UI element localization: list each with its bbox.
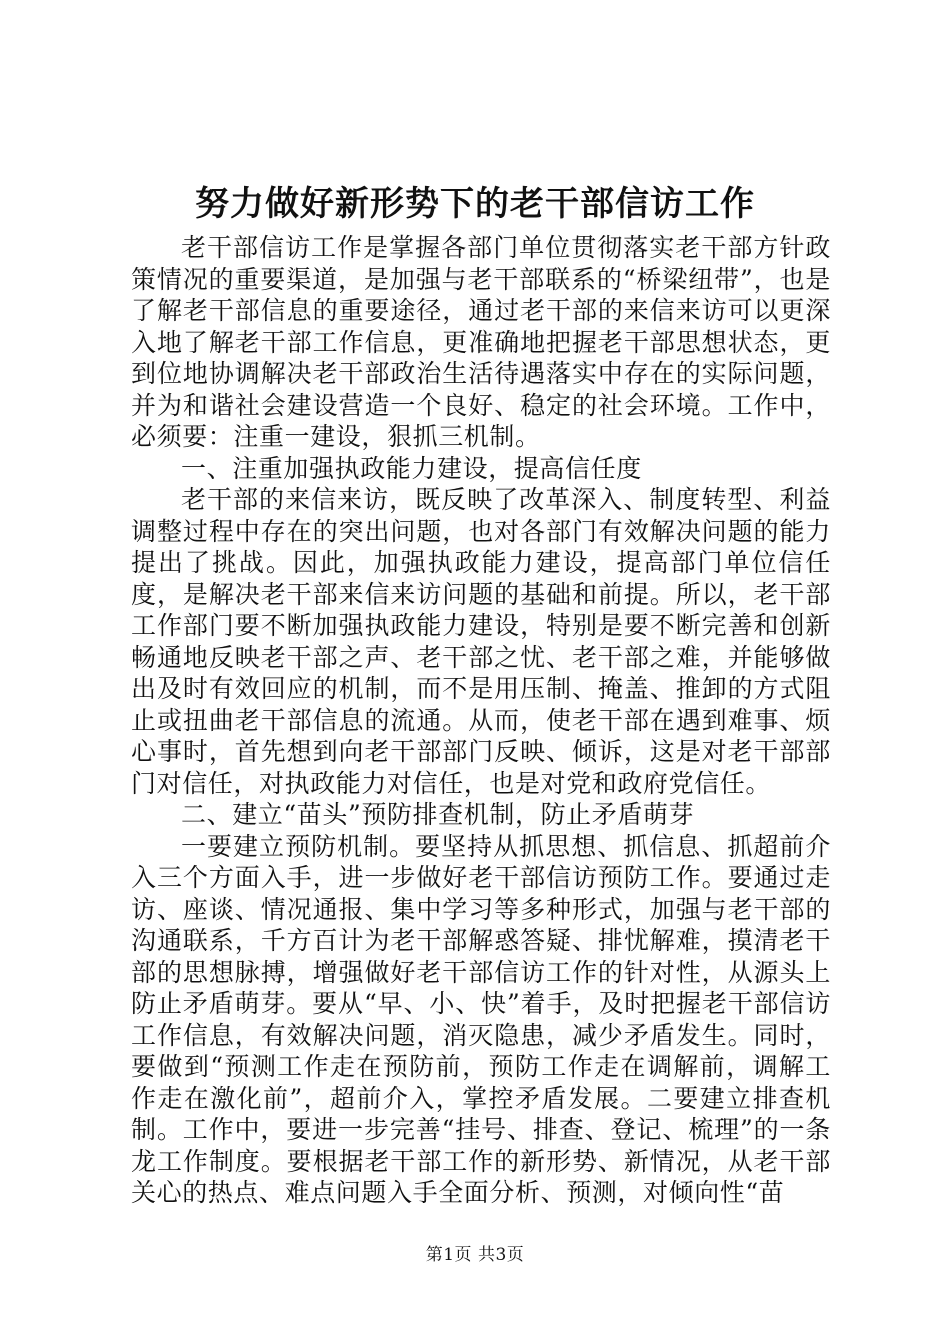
paragraph-section-1: 老干部的来信来访，既反映了改革深入、制度转型、利益调整过程中存在的突出问题，也对各部门有效解决问题的能力提出了挑战。因此，加强执政能力建设，提高部门单位信任度，是解决老干部来信来访问题的基础和前提。所以，老干部工作部门要不断加强执政能力建设，特别是要不断完善和创新畅通地反映老干部之声、老干部之忧、老干部之难，并能够做出及时有效回应的机制，而不是用压制、掩盖、推卸的方式阻止或扭曲老干部信息的流通。从而，使老干部在遇到难事、烦心事时，首先想到向老干部部门反映、倾诉，这是对老干部部门对信任，对执政能力对信任，也是对党和政府党信任。 xyxy=(131,485,831,798)
paragraph-section-2: 一要建立预防机制。要坚持从抓思想、抓信息、抓超前介入三个方面入手，进一步做好老干部信访预防工作。要通过走访、座谈、情况通报、集中学习等多种形式，加强与老干部的沟通联系，千方百计为老干部解惑答疑、排忧解难，摸清老干部的思想脉搏，增强做好老干部信访工作的针对性，从源头上防止矛盾萌芽。要从“早、小、快”着手，及时把握老干部信访工作信息，有效解决问题，消灭隐患，减少矛盾发生。同时，要做到“预测工作走在预防前，预防工作走在调解前，调解工作走在激化前”，超前介入，掌控矛盾发展。二要建立排查机制。工作中，要进一步完善“挂号、排查、登记、梳理”的一条龙工作制度。要根据老干部工作的新形势、新情况，从老干部关心的热点、难点问题入手全面分析、预测，对倾向性“苗 xyxy=(131,831,831,1207)
paragraph-intro: 老干部信访工作是掌握各部门单位贯彻落实老干部方针政策情况的重要渠道，是加强与老干部联系的“桥梁纽带”，也是了解老干部信息的重要途径，通过老干部的来信来访可以更深入地了解老干部工作信息，更准确地把握老干部思想状态，更到位地协调解决老干部政治生活待遇落实中存在的实际问题，并为和谐社会建设营造一个良好、稳定的社会环境。工作中，必须要：注重一建设，狠抓三机制。 xyxy=(131,233,831,451)
section-heading-2: 二、建立“苗头”预防排查机制，防止矛盾萌芽 xyxy=(181,800,695,829)
document-title: 努力做好新形势下的老干部信访工作 xyxy=(195,184,755,224)
page-footer: 第1页 共3页 xyxy=(425,1245,525,1265)
section-heading-1: 一、注重加强执政能力建设，提高信任度 xyxy=(181,453,642,483)
document-body xyxy=(131,232,831,1209)
